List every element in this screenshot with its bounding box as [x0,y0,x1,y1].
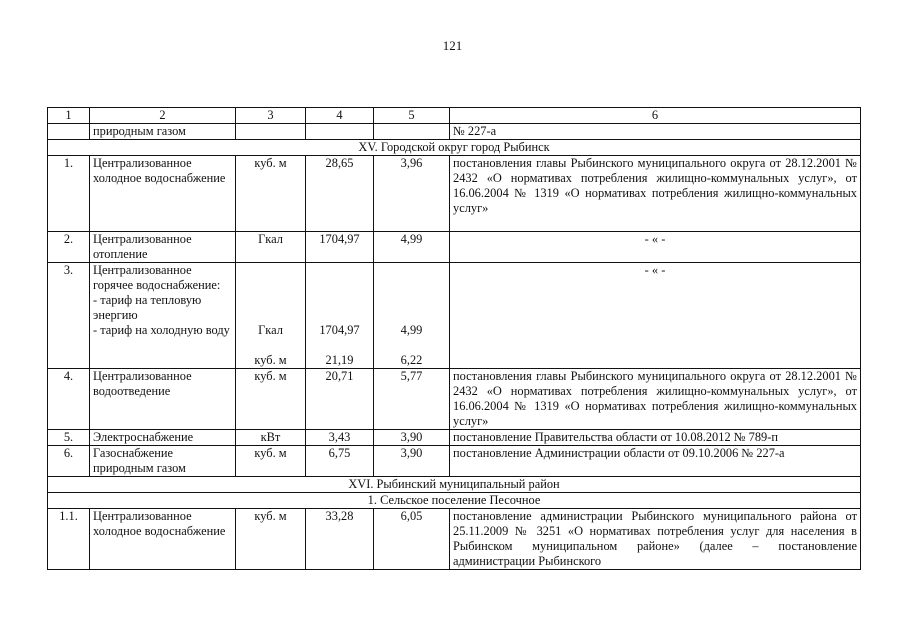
value-cell: 5,77 [374,369,450,430]
subsection-title: 1. Сельское поселение Песочное [48,493,861,509]
section-title: XVI. Рыбинский муниципальный район [48,477,861,493]
service-cell: Централизованное горячее водоснабжение: - тариф на тепловую энергию - тариф на холодную воду [90,263,236,369]
norms-table [47,107,861,570]
unit-cell [236,124,306,140]
value-cell: 28,65 [306,156,374,232]
header-cell: 1 [48,108,90,124]
row-number-cell [48,124,90,140]
section-row [48,140,861,156]
value-cell: 3,90 [374,430,450,446]
value-cell: 3,96 [374,156,450,232]
row-number-cell: 6. [48,446,90,477]
table-row [48,446,861,477]
value-cell: 4,99 [374,232,450,263]
value-cell: 3,43 [306,430,374,446]
row-number-cell: 5. [48,430,90,446]
table-row [48,232,861,263]
table-row [48,156,861,232]
table-header-row [48,108,861,124]
basis-cell: - « - [450,263,861,369]
unit-cell: куб. м [236,156,306,232]
unit-cell: куб. м [236,446,306,477]
service-cell: природным газом [90,124,236,140]
row-number-cell: 2. [48,232,90,263]
value-cell: 1704,97 21,19 [306,263,374,369]
value-cell [306,124,374,140]
service-cell: Централизованное холодное водоснабжение [90,509,236,570]
header-cell: 3 [236,108,306,124]
unit-cell: куб. м [236,369,306,430]
basis-cell: - « - [450,232,861,263]
row-number-cell: 1.1. [48,509,90,570]
service-cell: Централизованное водоотведение [90,369,236,430]
value-cell [374,124,450,140]
service-cell: Централизованное холодное водоснабжение [90,156,236,232]
header-cell: 2 [90,108,236,124]
basis-cell: № 227-а [450,124,861,140]
service-cell: Электроснабжение [90,430,236,446]
value-cell: 3,90 [374,446,450,477]
value-cell: 20,71 [306,369,374,430]
value-cell: 4,99 6,22 [374,263,450,369]
row-number-cell: 4. [48,369,90,430]
header-cell: 6 [450,108,861,124]
section-title: XV. Городской округ город Рыбинск [48,140,861,156]
row-number-cell: 3. [48,263,90,369]
subsection-row [48,493,861,509]
table-row [48,263,861,369]
service-cell: Централизованное отопление [90,232,236,263]
page-number: 121 [442,38,463,53]
service-cell: Газоснабжение природным газом [90,446,236,477]
unit-cell: Гкал [236,232,306,263]
section-row [48,477,861,493]
value-cell: 1704,97 [306,232,374,263]
basis-cell: постановления главы Рыбинского муниципального округа от 28.12.2001 № 2432 «О нормативах потребления жилищно-коммунальных услуг», от 16.06.2004 № 1319 «О нормативах потребления жилищно-коммунальных услуг» [450,369,861,430]
unit-cell: Гкал куб. м [236,263,306,369]
value-cell: 6,05 [374,509,450,570]
basis-cell: постановление администрации Рыбинского муниципального района от 25.11.2009 № 3251 «О нормативах потребления услуг для населения в Рыбинском муниципальном районе» (далее – постановление администрации Рыбинского [450,509,861,570]
basis-cell: постановление Правительства области от 10.08.2012 № 789-п [450,430,861,446]
header-cell: 4 [306,108,374,124]
basis-cell: постановления главы Рыбинского муниципального округа от 28.12.2001 № 2432 «О нормативах потребления жилищно-коммунальных услуг», от 16.06.2004 № 1319 «О нормативах потребления жилищно-коммунальных услуг» [450,156,861,232]
table-row [48,430,861,446]
table-row [48,509,861,570]
header-cell: 5 [374,108,450,124]
table-row [48,124,861,140]
unit-cell: куб. м [236,509,306,570]
row-number-cell: 1. [48,156,90,232]
basis-cell: постановление Администрации области от 09.10.2006 № 227-а [450,446,861,477]
unit-cell: кВт [236,430,306,446]
value-cell: 6,75 [306,446,374,477]
value-cell: 33,28 [306,509,374,570]
table-row [48,369,861,430]
